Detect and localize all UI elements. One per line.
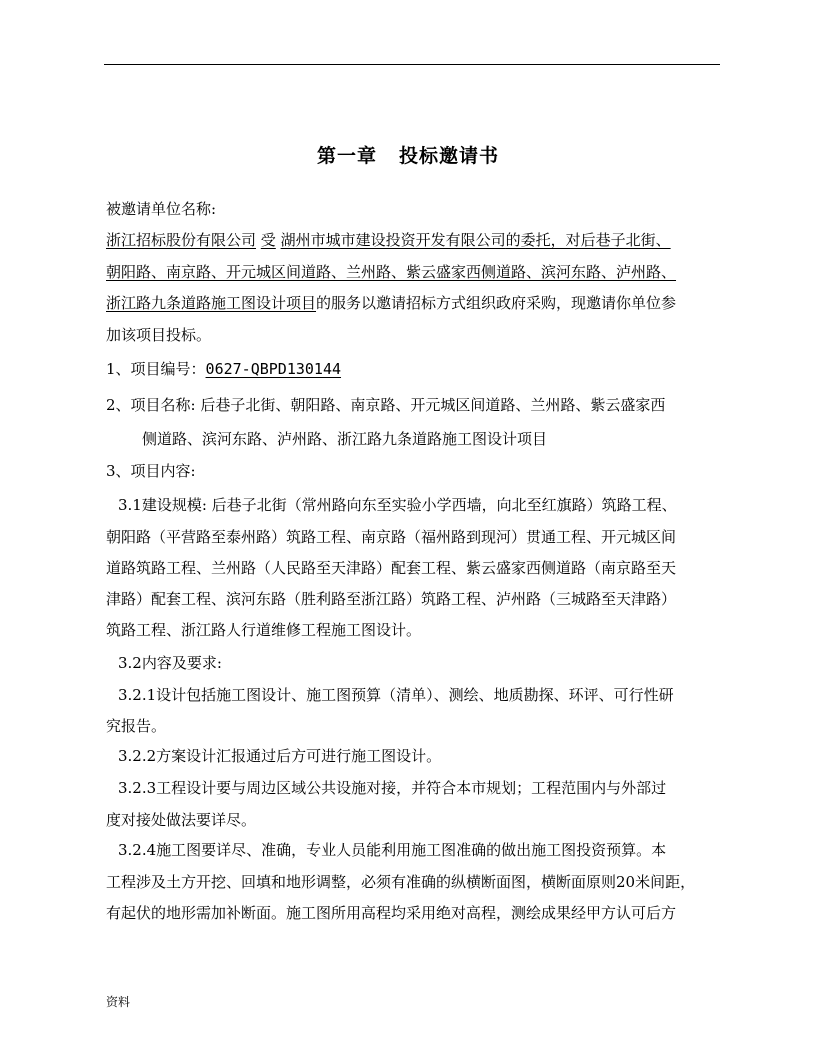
intro-line-2: 朝阳路、南京路、开元城区间道路、兰州路、紫云盛家西侧道路、滨河东路、泸州路、 — [106, 263, 677, 281]
header-rule — [104, 64, 720, 65]
s31-line-5: 筑路工程、浙江路人行道维修工程施工图设计。 — [106, 621, 422, 639]
item2-line-1: 2、项目名称: 后巷子北街、朝阳路、南京路、开元城区间道路、兰州路、紫云盛家西 — [106, 396, 666, 414]
footer-label: 资料 — [106, 995, 131, 1009]
project-code: 0627-QBPD130144 — [205, 360, 342, 378]
s31-line-1: 3.1建设规模: 后巷子北街（常州路向东至实验小学西墙，向北至红旗路）筑路工程、 — [118, 496, 677, 514]
chapter-label: 第一章 — [316, 145, 377, 167]
intro-connector: 受 — [260, 231, 276, 249]
item3-label: 3、项目内容: — [106, 462, 196, 480]
s323-line-1: 3.2.3工程设计要与周边区域公共设施对接，并符合本市规划；工程范围内与外部过 — [118, 779, 667, 797]
s31-line-2: 朝阳路（平营路至泰州路）筑路工程、南京路（福州路到现河）贯通工程、开元城区间 — [106, 528, 677, 546]
s32-label: 3.2内容及要求: — [118, 654, 222, 672]
page-title — [0, 141, 816, 168]
s324-line-3: 有起伏的地形需加补断面。施工图所用高程均采用绝对高程，测绘成果经甲方认可后方 — [106, 904, 677, 922]
intro-line-4: 加该项目投标。 — [106, 326, 212, 344]
s322-line: 3.2.2方案设计汇报通过后方可进行施工图设计。 — [118, 747, 442, 765]
s31-line-3: 道路筑路工程、兰州路（人民路至天津路）配套工程、紫云盛家西侧道路（南京路至天 — [106, 559, 677, 577]
project-name-underlined: 浙江路九条道路施工图设计项目 — [106, 294, 317, 312]
intro-line-1 — [106, 230, 671, 250]
client-name: 湖州市城市建设投资开发有限公司 — [280, 231, 506, 249]
intro-line-1-tail: 的委托，对后巷子北街、 — [505, 231, 671, 249]
s321-line-1: 3.2.1设计包括施工图设计、施工图预算（清单）、测绘、地质勘探、环评、可行性研 — [118, 686, 674, 704]
item1-label: 1、项目编号： — [106, 360, 206, 378]
item2-line-2: 侧道路、滨河东路、泸州路、浙江路九条道路施工图设计项目 — [142, 430, 548, 448]
s321-line-2: 究报告。 — [106, 717, 167, 735]
item1 — [106, 359, 341, 379]
agency-name: 浙江招标股份有限公司 — [106, 231, 257, 249]
intro-line-3-tail: 的服务以邀请招标方式组织政府采购，现邀请你单位参 — [316, 294, 677, 312]
s31-line-4: 津路）配套工程、滨河东路（胜利路至浙江路）筑路工程、泸州路（三城路至天津路） — [106, 590, 677, 608]
s323-line-2: 度对接处做法要详尽。 — [106, 811, 257, 829]
invitee-label: 被邀请单位名称: — [106, 200, 217, 218]
intro-line-3 — [106, 293, 676, 313]
s324-line-2: 工程涉及土方开挖、回填和地形调整，必须有准确的纵横断面图，横断面原则20米间距， — [106, 873, 696, 891]
title-text: 投标邀请书 — [399, 145, 500, 167]
s324-line-1: 3.2.4施工图要详尽、准确，专业人员能利用施工图准确的做出施工图投资预算。本 — [118, 841, 667, 859]
